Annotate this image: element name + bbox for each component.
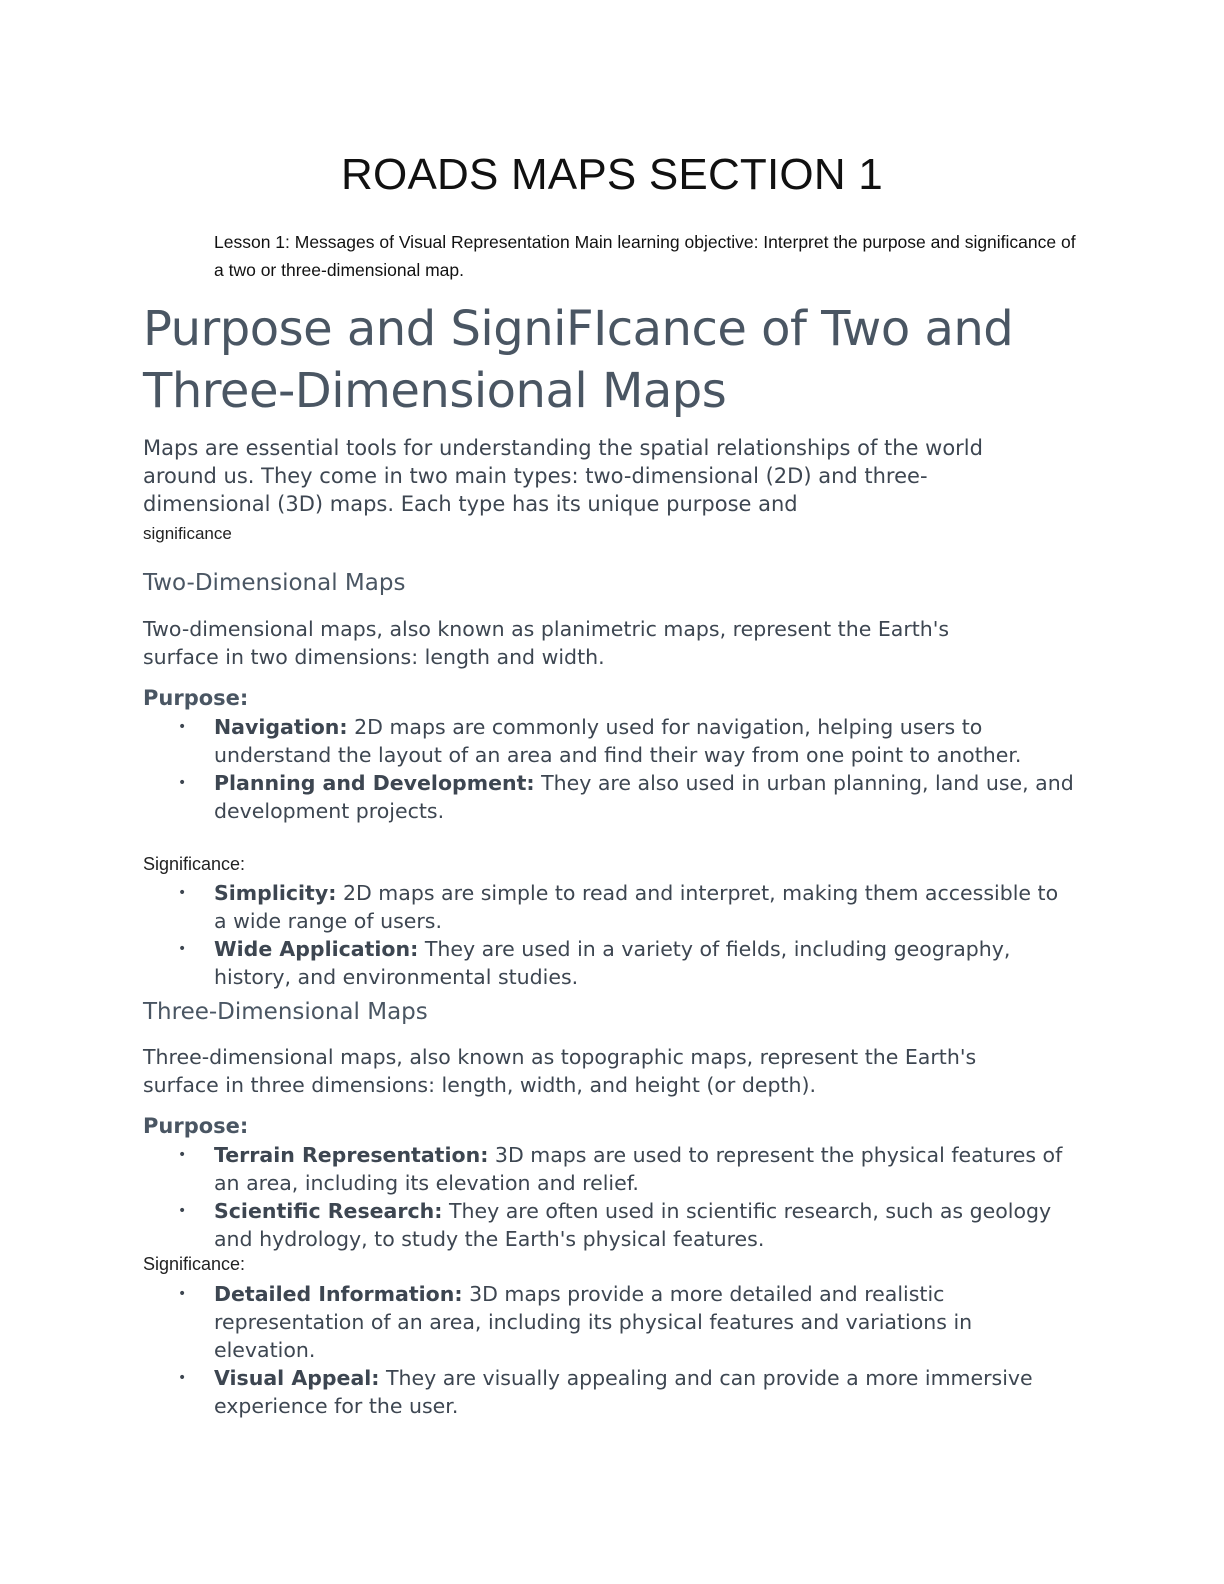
bullet-icon: • [178,941,187,957]
bullet-icon: • [178,719,187,735]
intro-paragraph [143,434,1043,548]
two-d-purpose-list [0,713,1100,825]
three-d-heading: Three-Dimensional Maps [143,999,428,1025]
item-text: They are also used in urban planning, land use, and development projects. [214,771,1074,823]
item-text: 3D maps provide a more detailed and realistic representation of an area, including its physical features and variations in elevation. [214,1282,973,1362]
intro-text: Maps are essential tools for understanding the spatial relationships of the world around us. They come in two main types: two-dimensional (2D) and three-dimensional (3D) maps. Each type has its unique purpose and [143,436,983,516]
bullet-icon: • [178,775,187,791]
item-text: They are visually appealing and can provide a more immersive experience for the user. [214,1366,1033,1418]
intro-tail: significance [143,524,232,543]
bullet-icon: • [178,1147,187,1163]
three-d-significance-list [0,1280,1100,1420]
two-d-purpose-label: Purpose: [143,686,249,710]
item-text: 3D maps are used to represent the physical features of an area, including its elevation and relief. [214,1143,1063,1195]
main-heading-line-1: Purpose and SigniFIcance of Two and [143,301,1014,357]
three-d-significance-label: Significance: [143,1254,246,1274]
lesson-objective: Lesson 1: Messages of Visual Representation Main learning objective: Interpret the purpose and significance of a two or three-dimensional map. [214,232,1076,280]
item-term: Simplicity: [214,881,337,905]
bullet-icon: • [178,1370,187,1386]
bullet-icon: • [178,885,187,901]
list-item [0,935,1074,991]
three-d-purpose-list [0,1141,1100,1253]
main-heading-line-2: Three-Dimensional Maps [143,363,727,419]
two-d-heading: Two-Dimensional Maps [143,570,406,596]
list-item [0,713,1074,769]
item-text: They are often used in scientific research, such as geology and hydrology, to study the Earth's physical features. [214,1199,1052,1251]
item-term: Detailed Information: [214,1282,463,1306]
list-item [0,1197,1074,1253]
list-item [0,1364,1074,1420]
two-d-significance-list [0,879,1100,991]
bullet-icon: • [178,1286,187,1302]
document-title: ROADS MAPS SECTION 1 [341,150,883,199]
item-term: Scientific Research: [214,1199,443,1223]
list-item [0,769,1074,825]
list-item [0,879,1074,935]
three-d-description: Three-dimensional maps, also known as topographic maps, represent the Earth's surface in three dimensions: length, width, and height (or depth). [143,1045,977,1097]
item-term: Navigation: [214,715,348,739]
item-term: Visual Appeal: [214,1366,380,1390]
bullet-icon: • [178,1203,187,1219]
list-item [0,1141,1074,1197]
item-text: They are used in a variety of fields, including geography, history, and environmental studies. [214,937,1011,989]
item-term: Terrain Representation: [214,1143,489,1167]
list-item [0,1280,1074,1364]
item-term: Wide Application: [214,937,419,961]
item-text: 2D maps are commonly used for navigation, helping users to understand the layout of an area and find their way from one point to another. [214,715,1022,767]
two-d-significance-label: Significance: [143,854,246,874]
two-d-description: Two-dimensional maps, also known as planimetric maps, represent the Earth's surface in two dimensions: length and width. [143,617,950,669]
main-heading [143,298,1073,422]
item-term: Planning and Development: [214,771,535,795]
three-d-purpose-label: Purpose: [143,1114,249,1138]
item-text: 2D maps are simple to read and interpret, making them accessible to a wide range of users. [214,881,1059,933]
